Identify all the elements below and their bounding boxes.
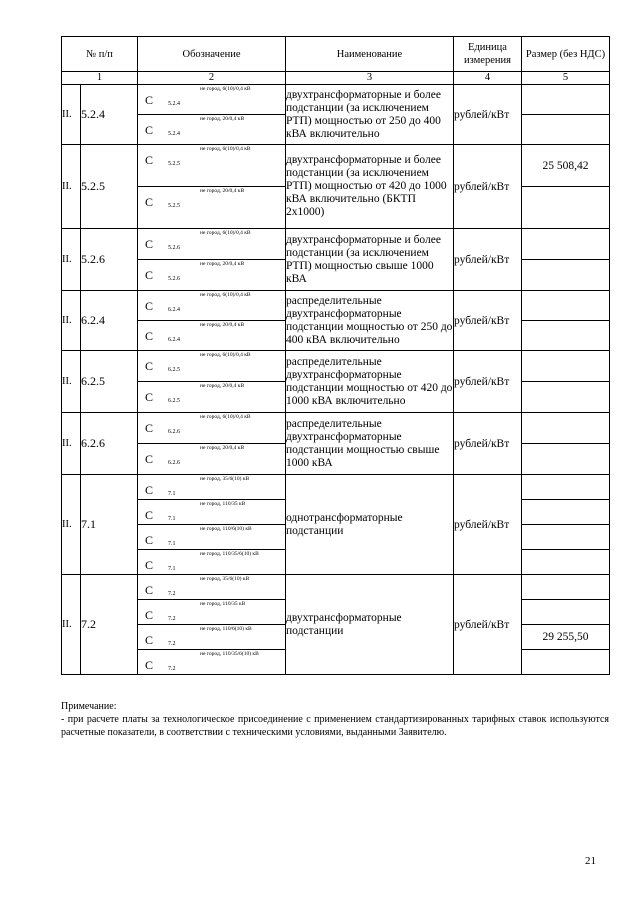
class-letter: С xyxy=(145,299,154,313)
item-number: 5.2.4 xyxy=(81,85,138,145)
price-cell: 29 255,50 xyxy=(522,625,610,650)
designation-cell xyxy=(138,229,286,260)
item-name: распределительные двухтрансформаторные подстанции мощностью свыше 1000 кВА xyxy=(286,413,454,475)
designation-subscript: 7.1 xyxy=(168,516,176,522)
price-cell xyxy=(522,413,610,444)
class-letter: С xyxy=(145,237,154,251)
price-cell: 25 508,42 xyxy=(522,145,610,187)
designation-subscript: 5.2.6 xyxy=(168,276,180,282)
designation-condition: не город, 6(10)/0,4 кВ xyxy=(200,86,251,92)
table-row xyxy=(62,291,610,321)
class-letter: С xyxy=(145,195,154,209)
table-row xyxy=(62,475,610,500)
designation-cell xyxy=(138,291,286,321)
item-number: 6.2.6 xyxy=(81,413,138,475)
designation-subscript: 6.2.5 xyxy=(168,398,180,404)
item-name: двухтрансформаторные и более подстанции (за исключением РТП) мощностью от 420 до 1000 кВА включительно (БКТП 2х1000) xyxy=(286,145,454,229)
price-cell xyxy=(522,291,610,321)
price-cell xyxy=(522,650,610,675)
tariff-table xyxy=(61,36,610,675)
designation-condition: не город, 110/6(10) кВ xyxy=(200,526,252,532)
designation-condition: не город, 20/0,4 кВ xyxy=(200,116,245,122)
section-number: II. xyxy=(62,575,81,675)
class-letter: С xyxy=(145,390,154,404)
price-cell xyxy=(522,444,610,475)
designation-condition: не город, 110/35 кВ xyxy=(200,601,246,607)
item-name: двухтрансформаторные подстанции xyxy=(286,575,454,675)
designation-subscript: 6.2.4 xyxy=(168,337,180,343)
designation-condition: не город, 6(10)/0,4 кВ xyxy=(200,230,251,236)
header-size: Размер (без НДС) xyxy=(522,37,610,72)
class-letter: С xyxy=(145,483,154,497)
designation-cell xyxy=(138,525,286,550)
designation-cell xyxy=(138,600,286,625)
section-number: II. xyxy=(62,145,81,229)
price-cell xyxy=(522,382,610,413)
table-row xyxy=(62,351,610,382)
class-letter: С xyxy=(145,93,154,107)
designation-condition: не город, 20/0,4 кВ xyxy=(200,383,245,389)
unit-cell: рублей/кВт xyxy=(454,351,522,413)
price-cell xyxy=(522,85,610,115)
item-name: распределительные двухтрансформаторные подстанции мощностью от 250 до 400 кВА включительно xyxy=(286,291,454,351)
designation-condition: не город, 20/0,4 кВ xyxy=(200,261,245,267)
designation-subscript: 5.2.6 xyxy=(168,245,180,251)
designation-cell xyxy=(138,650,286,675)
class-letter: С xyxy=(145,608,154,622)
class-letter: С xyxy=(145,153,154,167)
item-name: однотрансформаторные подстанции xyxy=(286,475,454,575)
price-cell xyxy=(522,187,610,229)
table-header xyxy=(62,37,610,85)
designation-condition: не город, 110/35/6(10) кВ xyxy=(200,651,259,657)
designation-subscript: 5.2.4 xyxy=(168,131,180,137)
item-number: 6.2.4 xyxy=(81,291,138,351)
unit-cell: рублей/кВт xyxy=(454,229,522,291)
header-unit: Единица измерения xyxy=(454,37,522,72)
price-cell xyxy=(522,351,610,382)
class-letter: С xyxy=(145,123,154,137)
class-letter: С xyxy=(145,268,154,282)
price-cell xyxy=(522,500,610,525)
item-number: 5.2.5 xyxy=(81,145,138,229)
designation-condition: не город, 110/35/6(10) кВ xyxy=(200,551,259,557)
designation-subscript: 7.2 xyxy=(168,666,176,672)
designation-subscript: 6.2.6 xyxy=(168,460,180,466)
class-letter: С xyxy=(145,658,154,672)
designation-cell xyxy=(138,575,286,600)
designation-subscript: 5.2.5 xyxy=(168,161,180,167)
column-number: 2 xyxy=(138,72,286,85)
designation-condition: не город, 110/6(10) кВ xyxy=(200,626,252,632)
designation-subscript: 5.2.4 xyxy=(168,101,180,107)
designation-cell xyxy=(138,625,286,650)
table-body xyxy=(62,85,610,675)
class-letter: С xyxy=(145,508,154,522)
designation-subscript: 5.2.5 xyxy=(168,203,180,209)
column-number: 5 xyxy=(522,72,610,85)
item-name: двухтрансформаторные и более подстанции (за исключением РТП) мощностью свыше 1000 кВА xyxy=(286,229,454,291)
price-cell xyxy=(522,600,610,625)
designation-condition: не город, 35/6(10) кВ xyxy=(200,476,250,482)
section-number: II. xyxy=(62,475,81,575)
designation-subscript: 7.2 xyxy=(168,641,176,647)
designation-subscript: 7.1 xyxy=(168,566,176,572)
designation-subscript: 7.2 xyxy=(168,616,176,622)
column-number: 4 xyxy=(454,72,522,85)
designation-cell xyxy=(138,187,286,229)
designation-cell xyxy=(138,475,286,500)
item-number: 6.2.5 xyxy=(81,351,138,413)
column-number: 3 xyxy=(286,72,454,85)
table-row xyxy=(62,229,610,260)
unit-cell: рублей/кВт xyxy=(454,413,522,475)
price-cell xyxy=(522,115,610,145)
price-cell xyxy=(522,321,610,351)
price-cell xyxy=(522,475,610,500)
designation-cell xyxy=(138,413,286,444)
item-name: двухтрансформаторные и более подстанции (за исключением РТП) мощностью от 250 до 400 кВА включительно xyxy=(286,85,454,145)
item-number: 7.2 xyxy=(81,575,138,675)
item-name: распределительные двухтрансформаторные подстанции мощностью от 420 до 1000 кВА включительно xyxy=(286,351,454,413)
designation-condition: не город, 110/35 кВ xyxy=(200,501,246,507)
designation-subscript: 6.2.4 xyxy=(168,307,180,313)
section-number: II. xyxy=(62,85,81,145)
header-designation: Обозначение xyxy=(138,37,286,72)
section-number: II. xyxy=(62,351,81,413)
header-num: № п/п xyxy=(62,37,138,72)
designation-condition: не город, 6(10)/0,4 кВ xyxy=(200,292,251,298)
section-number: II. xyxy=(62,291,81,351)
price-cell xyxy=(522,229,610,260)
section-number: II. xyxy=(62,229,81,291)
unit-cell: рублей/кВт xyxy=(454,475,522,575)
note-title: Примечание: xyxy=(61,701,117,712)
item-number: 5.2.6 xyxy=(81,229,138,291)
designation-condition: не город, 20/0,4 кВ xyxy=(200,322,245,328)
note-body: - при расчете платы за технологическое присоединение с применением стандартизированных тарифных ставок используются расчетные показатели, в соответствии с техническими условиями, выданными Заявителю. xyxy=(61,714,609,738)
price-cell xyxy=(522,575,610,600)
table-row xyxy=(62,85,610,115)
class-letter: С xyxy=(145,452,154,466)
column-number-row xyxy=(62,72,610,85)
section-number: II. xyxy=(62,413,81,475)
class-letter: С xyxy=(145,558,154,572)
designation-condition: не город, 35/6(10) кВ xyxy=(200,576,250,582)
unit-cell: рублей/кВт xyxy=(454,291,522,351)
unit-cell: рублей/кВт xyxy=(454,145,522,229)
designation-condition: не город, 6(10)/0,4 кВ xyxy=(200,146,251,152)
class-letter: С xyxy=(145,421,154,435)
unit-cell: рублей/кВт xyxy=(454,85,522,145)
designation-cell xyxy=(138,85,286,115)
designation-cell xyxy=(138,382,286,413)
class-letter: С xyxy=(145,329,154,343)
class-letter: С xyxy=(145,359,154,373)
price-cell xyxy=(522,525,610,550)
table-row xyxy=(62,413,610,444)
table-row xyxy=(62,575,610,600)
item-number: 7.1 xyxy=(81,475,138,575)
price-cell xyxy=(522,260,610,291)
table-row xyxy=(62,145,610,187)
column-number: 1 xyxy=(62,72,138,85)
unit-cell: рублей/кВт xyxy=(454,575,522,675)
designation-cell xyxy=(138,444,286,475)
class-letter: С xyxy=(145,533,154,547)
header-name: Наименование xyxy=(286,37,454,72)
designation-condition: не город, 20/0,4 кВ xyxy=(200,188,245,194)
designation-subscript: 7.2 xyxy=(168,591,176,597)
designation-condition: не город, 6(10)/0,4 кВ xyxy=(200,414,251,420)
designation-condition: не город, 20/0,4 кВ xyxy=(200,445,245,451)
designation-cell xyxy=(138,145,286,187)
designation-cell xyxy=(138,351,286,382)
designation-condition: не город, 6(10)/0,4 кВ xyxy=(200,352,251,358)
designation-cell xyxy=(138,321,286,351)
note xyxy=(61,700,609,739)
designation-subscript: 6.2.5 xyxy=(168,367,180,373)
designation-cell xyxy=(138,115,286,145)
designation-subscript: 6.2.6 xyxy=(168,429,180,435)
class-letter: С xyxy=(145,633,154,647)
price-cell xyxy=(522,550,610,575)
designation-subscript: 7.1 xyxy=(168,541,176,547)
designation-cell xyxy=(138,260,286,291)
page-number: 21 xyxy=(585,855,596,867)
designation-cell xyxy=(138,500,286,525)
designation-cell xyxy=(138,550,286,575)
designation-subscript: 7.1 xyxy=(168,491,176,497)
class-letter: С xyxy=(145,583,154,597)
